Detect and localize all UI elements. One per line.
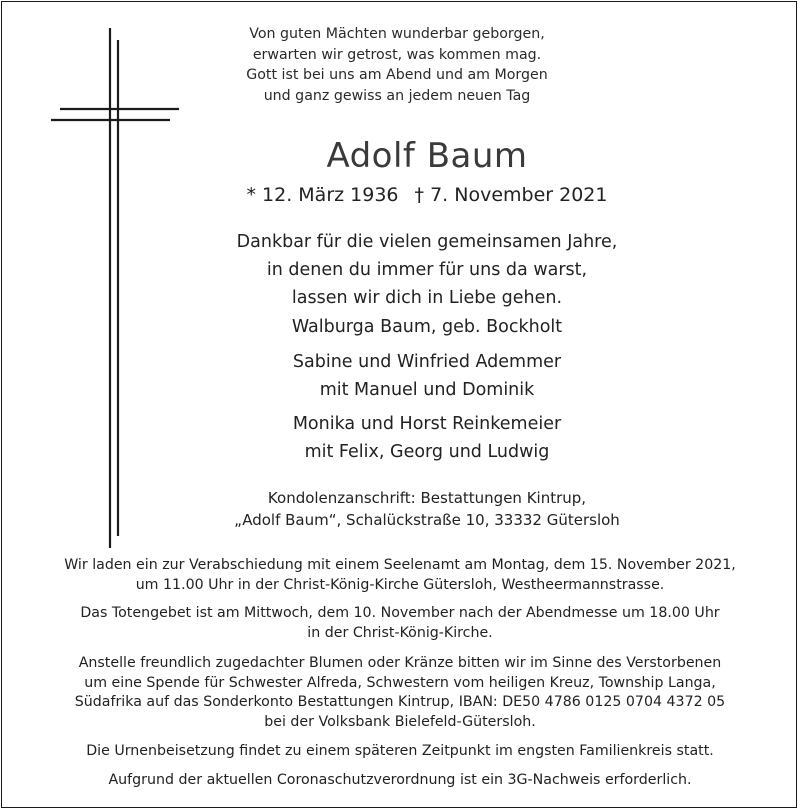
tribute-text	[27, 228, 800, 312]
verse-line: Gott ist bei uns am Abend und am Morgen	[246, 67, 548, 83]
condolence-line: „Adolf Baum“, Schalückstraße 10, 33332 Gütersloh	[234, 511, 620, 529]
notice-line: Das Totengebet ist am Mittwoch, dem 10. November nach der Abendmesse um 18.00 Uhr	[80, 605, 720, 621]
notice-line: in der Christ-König-Kirche.	[307, 624, 493, 641]
service-notice	[0, 556, 800, 595]
mourner-line: Monika und Horst Reinkemeier	[292, 414, 562, 434]
deceased-name: Adolf Baum	[326, 136, 528, 176]
death-date: † 7. November 2021	[414, 184, 608, 206]
memorial-verse	[147, 24, 647, 106]
life-dates	[27, 183, 800, 207]
mourner-spouse: Walburga Baum, geb. Bockholt	[291, 317, 563, 337]
verse-line: Von guten Mächten wunderbar geborgen,	[249, 26, 545, 42]
notice-line: Südafrika auf das Sonderkonto Bestattungen Kintrup, IBAN: DE50 4786 0125 0704 4372 05	[74, 694, 726, 711]
prayer-notice	[0, 604, 800, 643]
corona-notice: Aufgrund der aktuellen Coronaschutzverordnung ist ein 3G-Nachweis erforderlich.	[108, 772, 692, 788]
notice-line: Wir laden ein zur Verabschiedung mit einem Seelenamt am Montag, dem 15. November 2021,	[64, 557, 736, 573]
mourner-line: Sabine und Winfried Ademmer	[292, 352, 562, 372]
tribute-line: lassen wir dich in Liebe gehen.	[291, 288, 563, 308]
condolence-line: Kondolenzanschrift: Bestattungen Kintrup,	[267, 489, 587, 507]
verse-line: und ganz gewiss an jedem neuen Tag	[263, 87, 531, 104]
verse-line: erwarten wir getrost, was kommen mag.	[252, 46, 542, 63]
tribute-line: in denen du immer für uns da warst,	[266, 260, 588, 280]
mourner-family-ademmer	[27, 348, 800, 404]
birth-date: * 12. März 1936	[246, 184, 399, 206]
notice-line: um 11.00 Uhr in der Christ-König-Kirche Gütersloh, Westheermannstrasse.	[135, 576, 665, 593]
notice-line: Anstelle freundlich zugedachter Blumen oder Kränze bitten wir im Sinne des Verstorbenen	[78, 655, 722, 671]
mourner-line: mit Manuel und Dominik	[319, 380, 535, 400]
mourner-line: mit Felix, Georg und Ludwig	[304, 442, 550, 462]
mourner-family-reinkemeier	[27, 410, 800, 466]
tribute-line: Dankbar für die vielen gemeinsamen Jahre,	[236, 232, 618, 252]
notice-line: bei der Volksbank Bielefeld-Gütersloh.	[264, 714, 536, 731]
urn-notice: Die Urnenbeisetzung findet zu einem späteren Zeitpunkt im engsten Familienkreis statt.	[86, 743, 714, 759]
condolence-address	[27, 487, 800, 531]
donation-notice	[0, 654, 800, 733]
notice-line: um eine Spende für Schwester Alfreda, Schwestern vom heiligen Kreuz, Township Langa,	[84, 674, 716, 691]
